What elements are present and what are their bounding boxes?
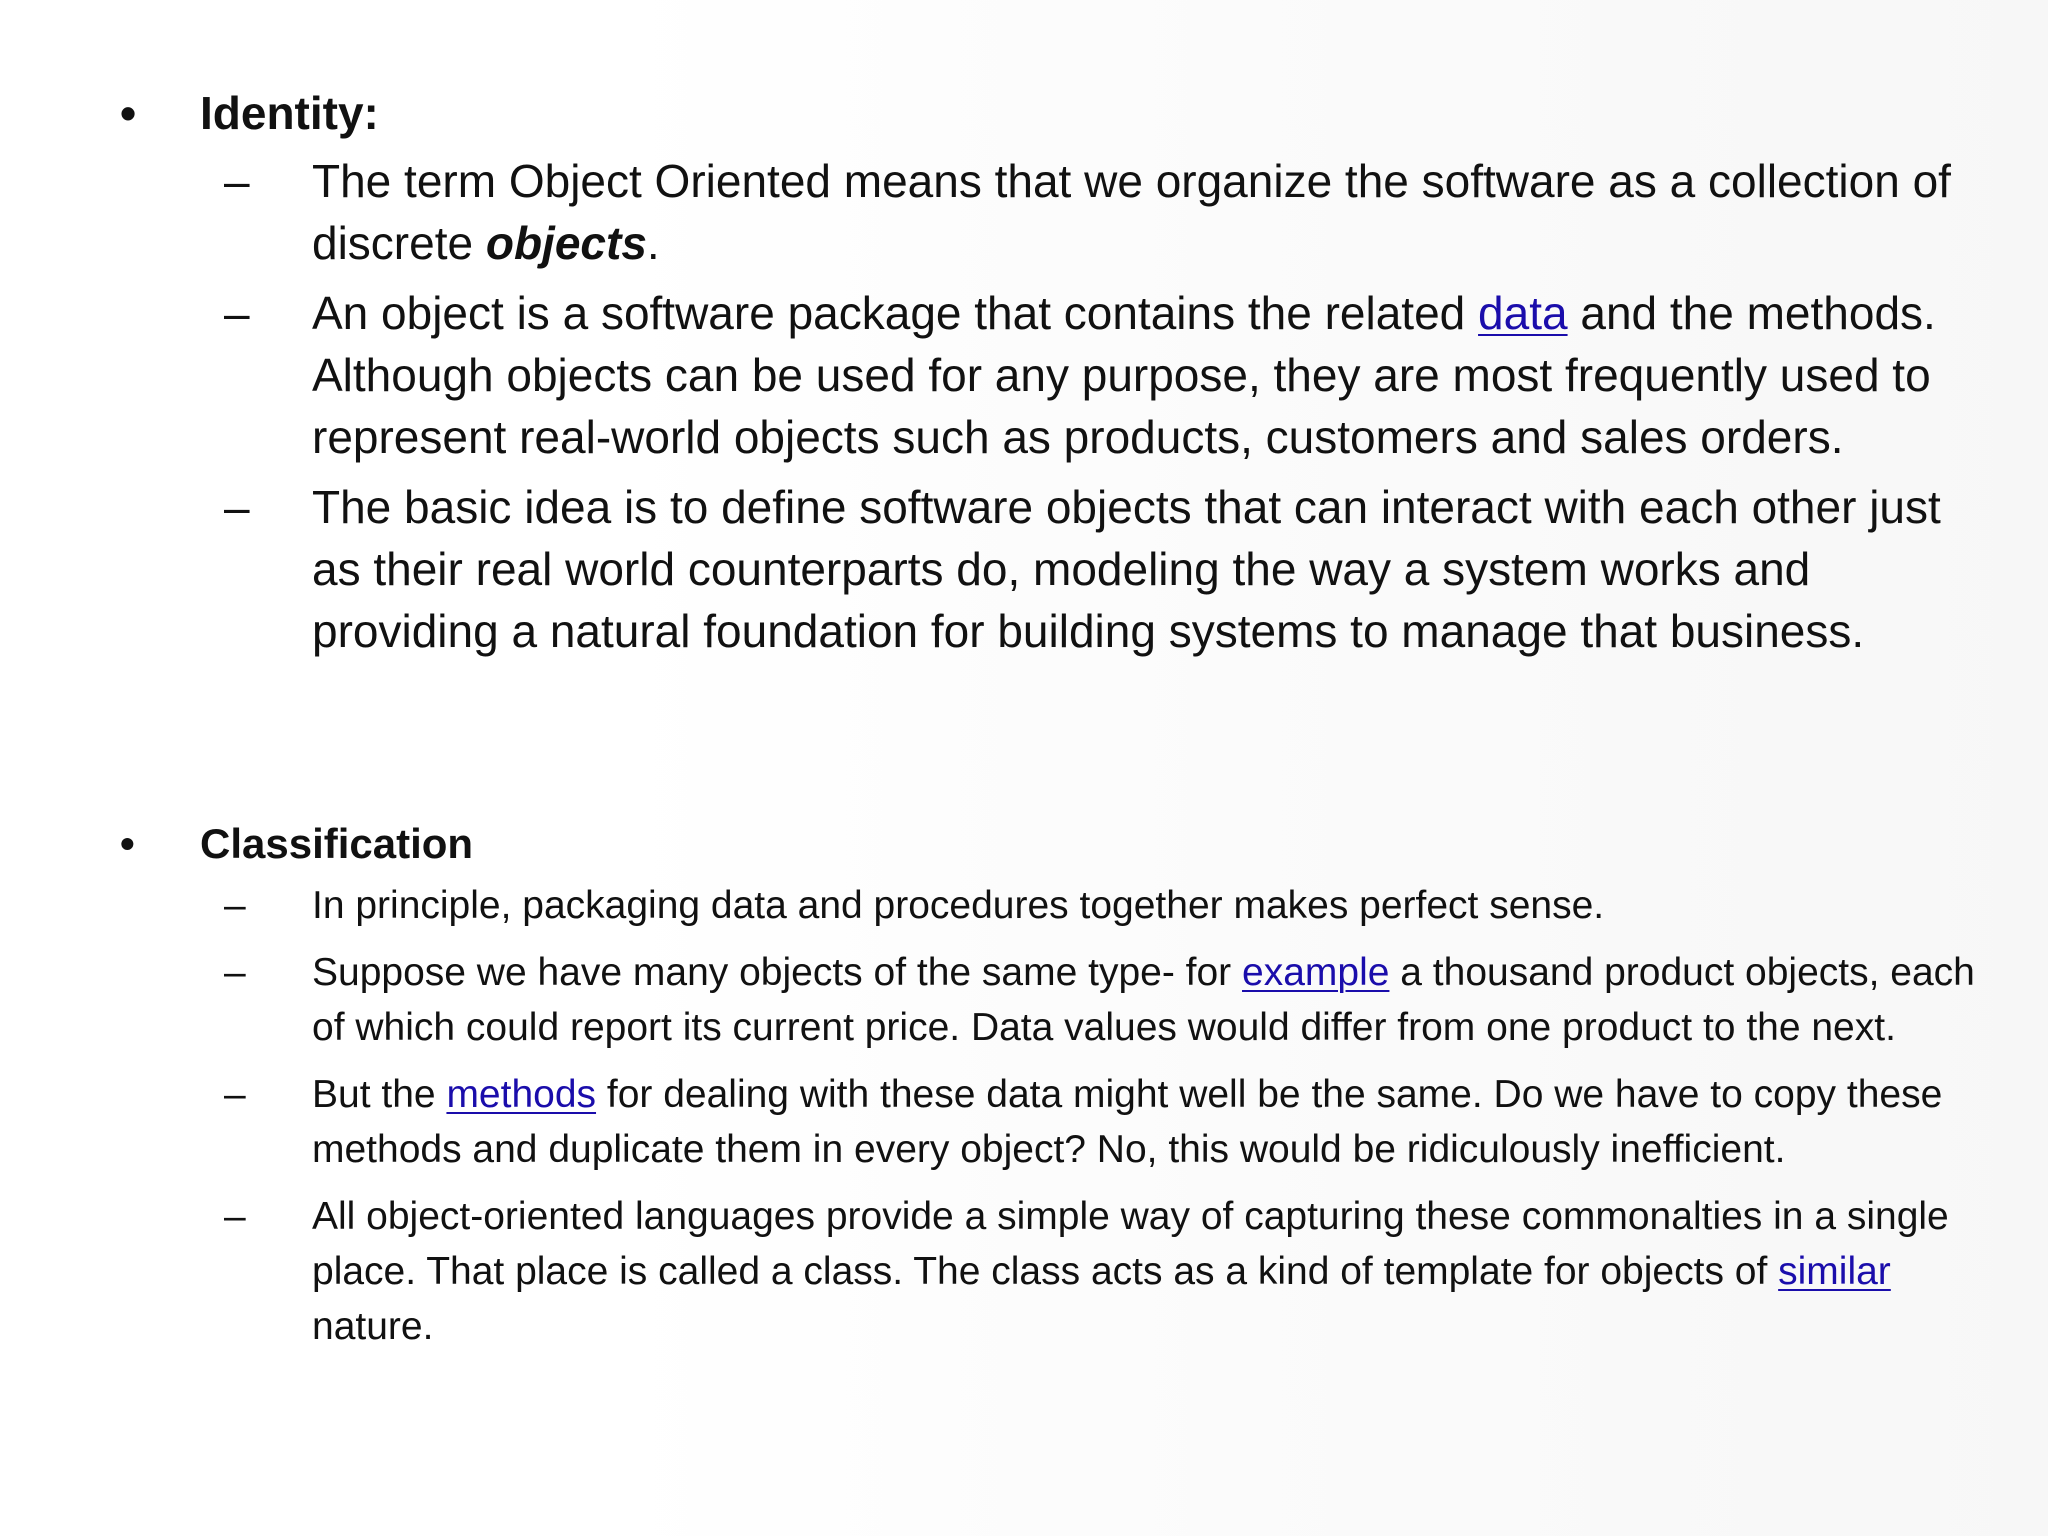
- list-item: [120, 282, 1988, 468]
- text-segment: for dealing with these data might well be the same. Do we have to copy these methods and duplicate them in every object? No, this would be ridiculously inefficient.: [312, 1073, 1943, 1171]
- example-link[interactable]: example: [1242, 951, 1390, 994]
- dash-icon: –: [224, 884, 246, 927]
- dash-icon: –: [224, 287, 250, 339]
- text-segment: .: [646, 217, 660, 269]
- text-segment: All object-oriented languages provide a simple way of capturing these commonalties in a single place. That place is called a class. The class acts as a kind of template for objects of: [312, 1195, 1949, 1293]
- text-segment: But the: [312, 1073, 447, 1116]
- text-segment: Suppose we have many objects of the same type- for: [312, 951, 1243, 994]
- list-item: [120, 476, 1988, 662]
- dash-icon: –: [224, 481, 250, 533]
- classification-bullet-row: [120, 816, 1988, 872]
- bullet-icon: •: [120, 87, 137, 139]
- identity-section: [120, 82, 1988, 662]
- list-item-text: [312, 282, 1988, 468]
- classification-list: [120, 878, 1988, 1354]
- identity-heading: Identity:: [200, 87, 379, 139]
- list-item: [120, 945, 1988, 1055]
- identity-list: [120, 150, 1988, 662]
- list-item: [120, 1189, 1988, 1354]
- list-item-text: [312, 150, 1988, 274]
- bullet-icon: •: [120, 820, 135, 867]
- text-segment: a thousand product objects, each of which could report its current price. Data values would differ from one product to the next.: [312, 951, 1975, 1049]
- list-item: [120, 150, 1988, 274]
- similar-link[interactable]: similar: [1778, 1250, 1891, 1293]
- list-item-text: In principle, packaging data and procedures together makes perfect sense.: [312, 884, 1605, 927]
- dash-icon: –: [224, 1195, 246, 1238]
- dash-icon: –: [224, 1073, 246, 1116]
- list-item-text: [312, 1067, 1988, 1177]
- methods-link[interactable]: methods: [446, 1073, 597, 1116]
- emphasis-objects: objects: [485, 217, 647, 269]
- list-item-text: [312, 1189, 1988, 1354]
- text-segment: and the methods. Although objects can be used for any purpose, they are most frequently used to represent real-world objects such as products, customers and sales orders.: [312, 287, 1936, 463]
- dash-icon: –: [224, 951, 246, 994]
- list-item: [120, 1067, 1988, 1177]
- text-segment: The term Object Oriented means that we organize the software as a collection of discrete: [312, 155, 1951, 269]
- list-item-text: [312, 945, 1988, 1055]
- identity-bullet-row: [120, 82, 1988, 144]
- classification-heading: Classification: [200, 820, 474, 867]
- list-item-text: The basic idea is to define software objects that can interact with each other just as their real world counterparts do, modeling the way a system works and providing a natural foundation for building systems to manage that business.: [312, 481, 1941, 657]
- dash-icon: –: [224, 155, 250, 207]
- classification-section: [120, 816, 1988, 1354]
- data-link[interactable]: data: [1478, 287, 1568, 339]
- text-segment: nature.: [312, 1305, 434, 1348]
- list-item: [120, 878, 1988, 933]
- text-segment: An object is a software package that contains the related: [312, 287, 1479, 339]
